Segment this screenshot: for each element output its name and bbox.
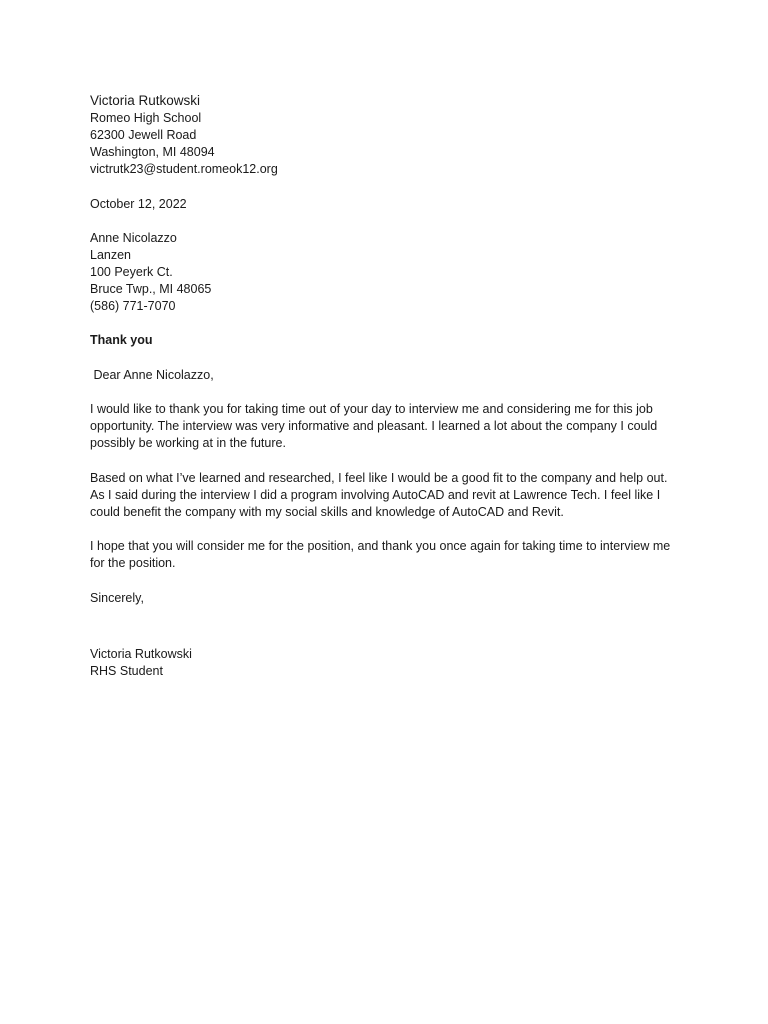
recipient-block xyxy=(90,230,700,315)
sender-name: Victoria Rutkowski xyxy=(90,93,201,108)
recipient-city: Bruce Twp., MI 48065 xyxy=(90,282,212,296)
letter-date: October 12, 2022 xyxy=(90,197,187,211)
subject-block xyxy=(90,332,700,349)
paragraph-line: Based on what I’ve learned and researched, I feel like I would be a good fit to the company and help out. xyxy=(90,471,668,485)
sender-block xyxy=(90,92,700,178)
closing-block xyxy=(90,590,700,607)
paragraph-line: for the position. xyxy=(90,556,176,570)
signature-title: RHS Student xyxy=(90,664,163,678)
letter-closing: Sincerely, xyxy=(90,591,144,605)
signature-block xyxy=(90,646,700,680)
sender-school: Romeo High School xyxy=(90,111,202,125)
paragraph-line: opportunity. The interview was very informative and pleasant. I learned a lot about the company I could xyxy=(90,419,658,433)
letter-subject: Thank you xyxy=(90,333,153,347)
paragraph-line: possibly be working at in the future. xyxy=(90,436,286,450)
date-block xyxy=(90,196,700,213)
body-paragraph-1 xyxy=(90,401,700,452)
salutation-block xyxy=(90,367,700,384)
recipient-street: 100 Peyerk Ct. xyxy=(90,265,173,279)
paragraph-line: I hope that you will consider me for the position, and thank you once again for taking time to interview me xyxy=(90,539,671,553)
paragraph-line: I would like to thank you for taking time out of your day to interview me and considering me for this job xyxy=(90,402,653,416)
sender-email: victrutk23@student.romeok12.org xyxy=(90,162,278,176)
signature-name: Victoria Rutkowski xyxy=(90,647,192,661)
letter-salutation: Dear Anne Nicolazzo, xyxy=(90,368,214,382)
body-paragraph-3 xyxy=(90,538,700,572)
body-paragraph-2 xyxy=(90,470,700,521)
sender-street: 62300 Jewell Road xyxy=(90,128,197,142)
paragraph-line: As I said during the interview I did a program involving AutoCAD and revit at Lawrence Tech. I feel like I xyxy=(90,488,661,502)
paragraph-line: could benefit the company with my social skills and knowledge of AutoCAD and Revit. xyxy=(90,505,564,519)
recipient-phone: (586) 771-7070 xyxy=(90,299,176,313)
recipient-name: Anne Nicolazzo xyxy=(90,231,177,245)
sender-city: Washington, MI 48094 xyxy=(90,145,215,159)
recipient-company: Lanzen xyxy=(90,248,132,262)
